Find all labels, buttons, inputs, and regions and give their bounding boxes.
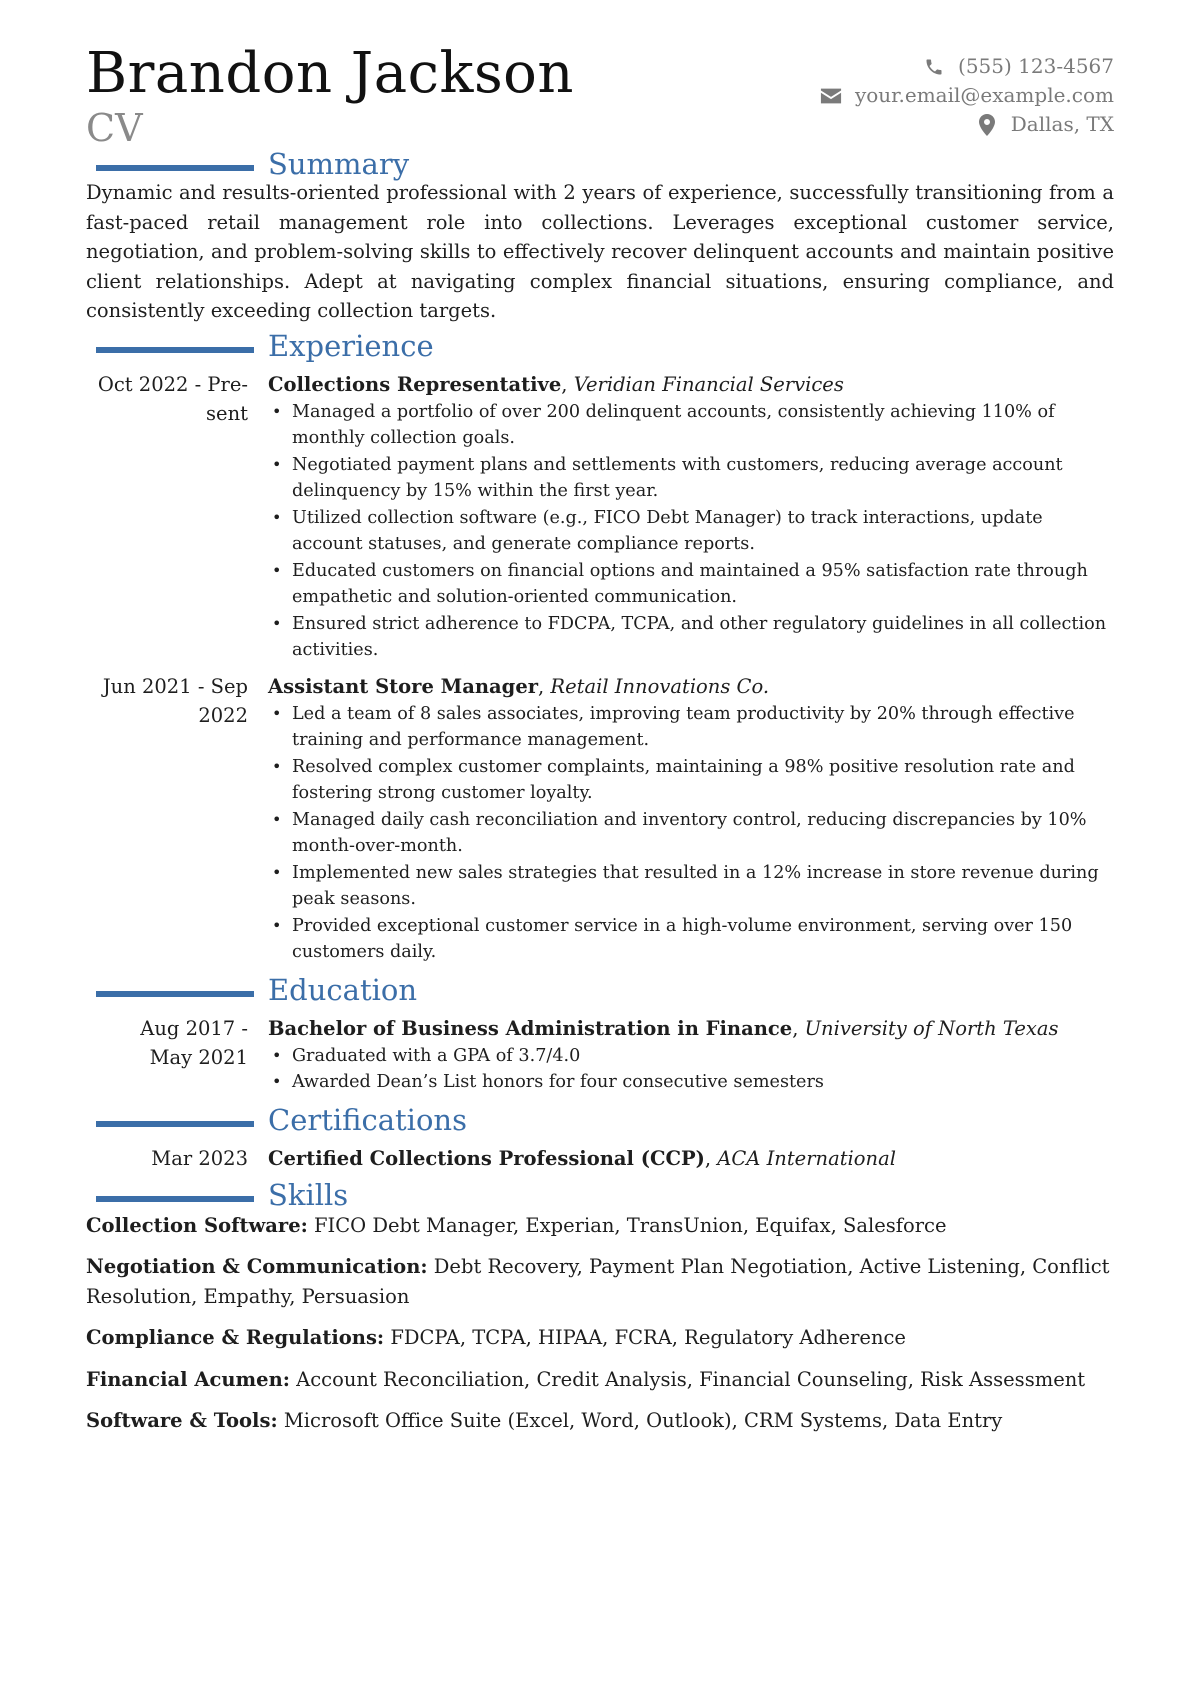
entry-title: Assistant Store Manager (268, 674, 539, 698)
bullet-item: • Resolved complex customer complaints, maintaining a 98% positive resolution rate and fostering strong customer loyalty. (268, 754, 1114, 807)
section-heading-summary (86, 147, 1114, 182)
section-heading-skills (86, 1177, 1114, 1213)
entry-date-line: Oct 2022 - Pre- (97, 372, 248, 396)
entry-organization: University of North Texas (804, 1016, 1059, 1040)
entry-bullets (268, 399, 1114, 664)
skill-value: FDCPA, TCPA, HIPAA, FCRA, Regulatory Adherence (390, 1326, 906, 1349)
bullet-item: • Led a team of 8 sales associates, improving team productivity by 20% through effective training and performance management. (268, 701, 1114, 754)
skill-row (86, 1323, 1114, 1353)
section-title: Summary (268, 147, 410, 181)
skill-row (86, 1211, 1114, 1241)
bullet-item: • Ensured strict adherence to FDCPA, TCPA, and other regulatory guidelines in all collection activities. (268, 611, 1114, 664)
entry-body (268, 1144, 1114, 1173)
entry-title: Certified Collections Professional (CCP) (268, 1146, 705, 1170)
entry-bullets (268, 701, 1114, 966)
entry-date-line: 2022 (198, 703, 248, 727)
section-title: Education (268, 972, 418, 1007)
bullet-item: • Utilized collection software (e.g., FICO Debt Manager) to track interactions, update account statuses, and generate compliance reports. (268, 505, 1114, 558)
skill-label: Financial Acumen: (86, 1367, 290, 1391)
skill-value: FICO Debt Manager, Experian, TransUnion, Equifax, Salesforce (314, 1213, 947, 1237)
experience-entry (86, 672, 1114, 966)
entry-organization: Retail Innovations Co. (550, 674, 770, 698)
entry-heading: Certified Collections Professional (CCP), ACA International (268, 1146, 896, 1170)
summary-text: Dynamic and results-oriented professional with 2 years of experience, successfully transitioning from a fast-paced retail management role into collections. Leverages exceptional customer service, negotiation, and problem-solving skills to effectively recover delinquent accounts and maintain positive client relationships. Adept at navigating complex financial situations, ensuring compliance, and consistently exceeding collection targets. (86, 181, 1114, 322)
section-heading-education (86, 972, 1114, 1008)
entry-date (86, 370, 268, 664)
candidate-name: Brandon Jackson (86, 41, 574, 106)
bullet-item: • Implemented new sales strategies that resulted in a 12% increase in store revenue during peak seasons. (268, 860, 1114, 913)
contact-email (819, 81, 1114, 110)
bullet-item: • Managed daily cash reconciliation and inventory control, reducing discrepancies by 10% month-over-month. (268, 807, 1114, 860)
section-heading-experience (86, 328, 1114, 364)
entry-body (268, 672, 1114, 966)
section-heading-certifications (86, 1102, 1114, 1138)
entry-date (86, 672, 268, 966)
entry-heading: Assistant Store Manager, Retail Innovations Co. (268, 674, 770, 698)
entry-organization: Veridian Financial Services (573, 372, 844, 396)
section-title: Skills (268, 1177, 349, 1212)
bullet-item: • Provided exceptional customer service in a high-volume environment, serving over 150 customers daily. (268, 913, 1114, 966)
contact-location (819, 110, 1114, 139)
skill-value: Debt Recovery, Payment Plan Negotiation, Active Listening, Conflict Resolution, Empathy, Persuasion (86, 1255, 1110, 1308)
skill-value: Account Reconciliation, Credit Analysis, Financial Counseling, Risk Assessment (296, 1367, 1086, 1391)
entry-date (86, 1014, 268, 1096)
entry-date-line: Aug 2017 - (140, 1016, 248, 1040)
bullet-item: • Managed a portfolio of over 200 delinquent accounts, consistently achieving 110% of monthly collection goals. (268, 399, 1114, 452)
section-accent-bar (96, 347, 254, 353)
skill-row (86, 1252, 1114, 1311)
location-text: Dallas, TX (1010, 112, 1114, 136)
entry-heading: Collections Representative, Veridian Financial Services (268, 372, 844, 396)
contact-block (819, 52, 1114, 139)
skill-label: Negotiation & Communication: (86, 1255, 428, 1278)
entry-date-line: May 2021 (149, 1045, 248, 1069)
entry-date: Mar 2023 (151, 1146, 248, 1170)
skills-list (86, 1211, 1114, 1436)
entry-title: Bachelor of Business Administration in Finance (268, 1016, 793, 1040)
section-title: Certifications (268, 1102, 467, 1137)
section-title: Experience (268, 328, 434, 363)
entry-title: Collections Representative (268, 372, 562, 396)
resume-page (86, 42, 1114, 1448)
skill-label: Collection Software: (86, 1213, 308, 1237)
contact-phone (819, 52, 1114, 81)
entry-heading: Bachelor of Business Administration in Finance, University of North Texas (268, 1016, 1059, 1040)
skill-label: Software & Tools: (86, 1409, 278, 1432)
entry-organization: ACA International (717, 1146, 896, 1170)
skill-value: Microsoft Office Suite (Excel, Word, Outlook), CRM Systems, Data Entry (283, 1409, 1003, 1432)
experience-entry (86, 370, 1114, 664)
section-accent-bar (96, 1196, 254, 1202)
entry-date-line: sent (206, 401, 248, 425)
education-entry (86, 1014, 1114, 1096)
bullet-item: • Graduated with a GPA of 3.7/4.0 (268, 1043, 1114, 1070)
bullet-item: • Negotiated payment plans and settlements with customers, reducing average account delinquency by 15% within the first year. (268, 452, 1114, 505)
email-text[interactable]: your.email@example.com (854, 83, 1114, 107)
document-subtitle: CV (86, 106, 143, 150)
phone-icon (922, 55, 946, 79)
entry-date-line: Jun 2021 - Sep (102, 674, 248, 698)
phone-text: (555) 123-4567 (958, 54, 1114, 78)
entry-body (268, 1014, 1114, 1096)
skill-row (86, 1365, 1114, 1395)
section-accent-bar (96, 1121, 254, 1127)
certification-entry (86, 1144, 1114, 1173)
section-accent-bar (96, 991, 254, 997)
entry-body (268, 370, 1114, 664)
bullet-item: • Awarded Dean’s List honors for four consecutive semesters (268, 1069, 1114, 1096)
entry-bullets (268, 1043, 1114, 1096)
bullet-item: • Educated customers on financial options and maintained a 95% satisfaction rate through empathetic and solution-oriented communication. (268, 558, 1114, 611)
skill-label: Compliance & Regulations: (86, 1326, 385, 1349)
section-accent-bar (96, 165, 254, 171)
map-pin-icon (975, 113, 999, 137)
resume-header (86, 41, 1114, 150)
envelope-icon (819, 84, 843, 108)
skill-row (86, 1406, 1114, 1436)
